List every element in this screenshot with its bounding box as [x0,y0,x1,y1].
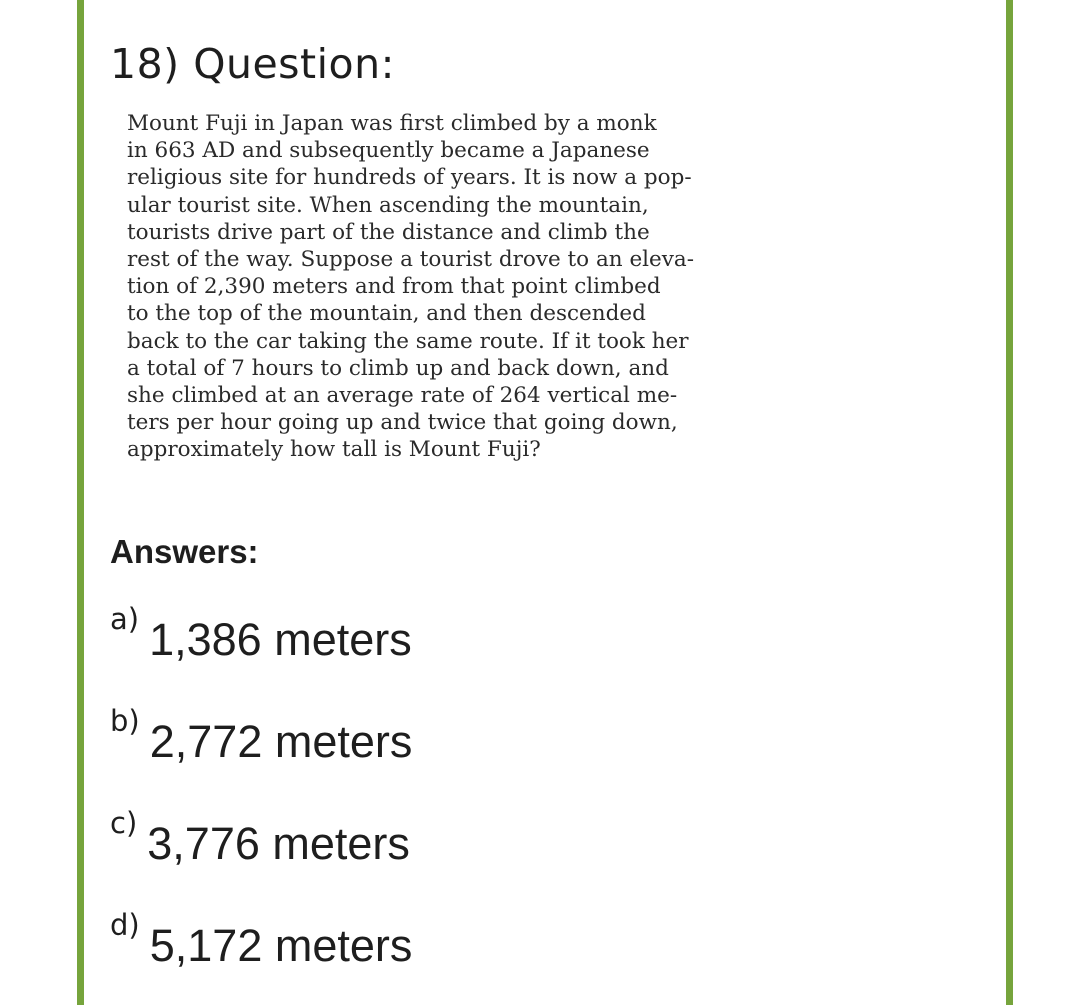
question-line: a total of 7 hours to climb up and back down, and [127,355,669,381]
question-line: to the top of the mountain, and then descended [127,301,646,327]
question-line: ters per hour going up and twice that going down, [127,410,678,436]
question-line: back to the car taking the same route. If it took her [127,328,689,354]
question-title: 18) Question: [110,40,395,88]
answer-option-b[interactable] [110,704,413,767]
question-line: ular tourist site. When ascending the mountain, [127,192,649,218]
answers-label: Answers: [110,533,259,570]
question-line: rest of the way. Suppose a tourist drove to an eleva- [127,247,695,273]
option-letter: d) [110,908,140,942]
question-line: she climbed at an average rate of 264 vertical me- [127,383,678,409]
question-line: Mount Fuji in Japan was first climbed by a monk [127,111,657,136]
left-border-bar [77,0,84,1005]
option-letter: b) [110,704,140,738]
option-text: 5,172 meters [149,920,413,971]
option-text: 1,386 meters [149,614,412,665]
question-line: approximately how tall is Mount Fuji? [127,437,541,463]
answer-option-d[interactable] [110,908,413,971]
option-text: 3,776 meters [147,818,410,869]
answer-option-a[interactable] [110,602,412,665]
option-text: 2,772 meters [149,716,413,767]
right-border-bar [1006,0,1013,1005]
answer-option-c[interactable] [110,806,410,869]
question-text [127,110,947,464]
question-line: in 663 AD and subsequently became a Japanese [127,138,650,164]
question-line: tion of 2,390 meters and from that point climbed [127,274,661,300]
option-letter: c) [110,806,138,840]
question-line: religious site for hundreds of years. It is now a pop- [127,165,692,191]
option-letter: a) [110,602,140,636]
question-line: tourists drive part of the distance and climb the [127,219,650,245]
